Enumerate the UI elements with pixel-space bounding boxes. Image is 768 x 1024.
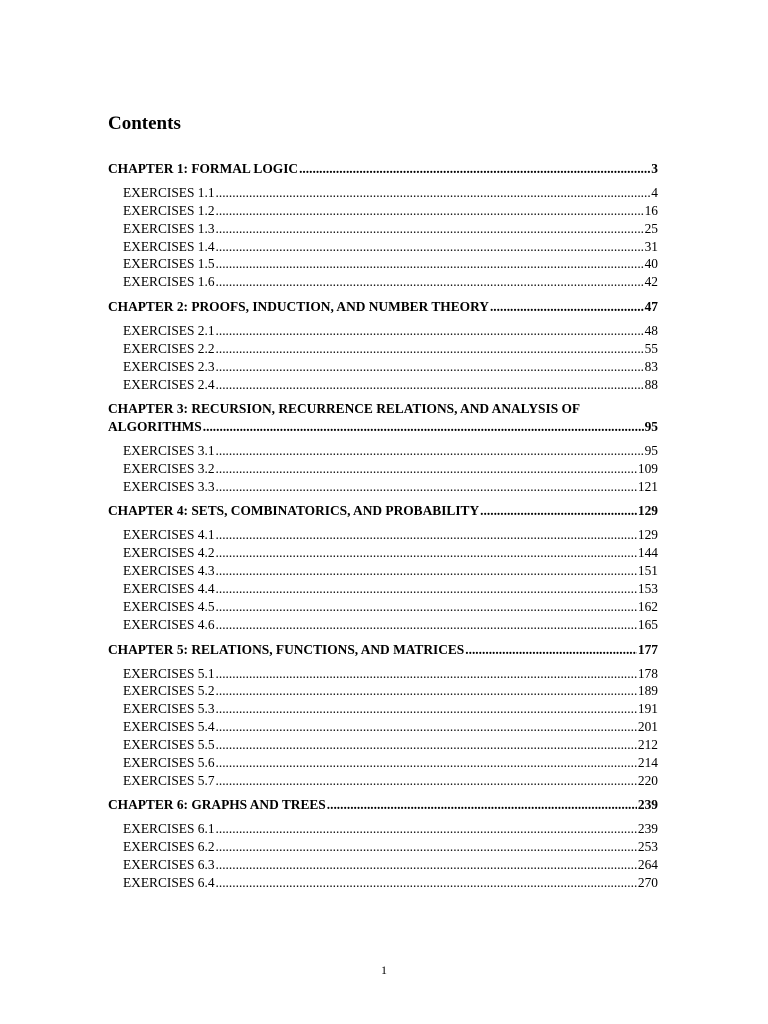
chapter-title: CHAPTER 2: PROOFS, INDUCTION, AND NUMBER THEORY bbox=[108, 299, 489, 315]
dot-leader bbox=[216, 772, 637, 790]
entry-label: EXERCISES 3.3 bbox=[123, 478, 215, 494]
dot-leader bbox=[216, 376, 644, 394]
entry-page-number: 212 bbox=[637, 736, 658, 752]
entry-label: EXERCISES 4.5 bbox=[123, 598, 215, 614]
dot-leader bbox=[216, 838, 637, 856]
toc-chapter-4[interactable] bbox=[108, 502, 658, 520]
toc-entry[interactable] bbox=[108, 772, 658, 790]
entry-label: EXERCISES 2.1 bbox=[123, 323, 215, 339]
dot-leader bbox=[216, 598, 637, 616]
dot-leader bbox=[480, 502, 637, 520]
entry-page-number: 95 bbox=[644, 442, 658, 458]
dot-leader bbox=[490, 298, 644, 316]
dot-leader bbox=[216, 562, 637, 580]
toc-entry[interactable] bbox=[108, 874, 658, 892]
entry-label: EXERCISES 5.5 bbox=[123, 736, 215, 752]
entry-page-number: 4 bbox=[651, 185, 658, 200]
entry-page-number: 201 bbox=[637, 719, 658, 735]
dot-leader bbox=[299, 160, 650, 178]
dot-leader bbox=[216, 544, 637, 562]
entry-page-number: 151 bbox=[637, 563, 658, 579]
dot-leader bbox=[216, 322, 644, 340]
entry-page-number: 16 bbox=[644, 202, 658, 218]
dot-leader bbox=[216, 856, 637, 874]
toc-entry[interactable] bbox=[108, 820, 658, 838]
entry-label: EXERCISES 6.2 bbox=[123, 839, 215, 855]
dot-leader bbox=[327, 796, 637, 814]
entry-label: EXERCISES 1.5 bbox=[123, 256, 215, 272]
toc-entry[interactable] bbox=[108, 736, 658, 754]
entry-label: EXERCISES 4.6 bbox=[123, 616, 215, 632]
toc-entry[interactable] bbox=[108, 358, 658, 376]
chapter-page-number: 177 bbox=[637, 641, 658, 657]
entry-label: EXERCISES 4.2 bbox=[123, 545, 215, 561]
toc-entry[interactable] bbox=[108, 255, 658, 273]
exercise-list-chapter-4 bbox=[108, 526, 658, 633]
chapter-page-number: 95 bbox=[644, 418, 658, 434]
entry-page-number: 40 bbox=[644, 256, 658, 272]
dot-leader bbox=[216, 682, 637, 700]
entry-label: EXERCISES 2.4 bbox=[123, 376, 215, 392]
entry-page-number: 31 bbox=[644, 238, 658, 254]
chapter-page-number: 3 bbox=[651, 161, 658, 176]
chapter-title: CHAPTER 4: SETS, COMBINATORICS, AND PROBABILITY bbox=[108, 503, 480, 519]
toc-entry[interactable] bbox=[108, 616, 658, 634]
toc-entry[interactable] bbox=[108, 598, 658, 616]
dot-leader bbox=[216, 820, 637, 838]
entry-label: EXERCISES 6.1 bbox=[123, 821, 215, 837]
entry-page-number: 48 bbox=[644, 323, 658, 339]
entry-label: EXERCISES 5.4 bbox=[123, 719, 215, 735]
entry-label: EXERCISES 1.2 bbox=[123, 202, 215, 218]
entry-label: EXERCISES 2.2 bbox=[123, 340, 215, 356]
toc-entry[interactable] bbox=[108, 544, 658, 562]
dot-leader bbox=[216, 202, 644, 220]
toc-entry[interactable] bbox=[108, 184, 658, 202]
entry-page-number: 165 bbox=[637, 616, 658, 632]
entry-page-number: 55 bbox=[644, 340, 658, 356]
dot-leader bbox=[216, 220, 644, 238]
dot-leader bbox=[465, 641, 637, 659]
entry-page-number: 178 bbox=[637, 665, 658, 681]
dot-leader bbox=[216, 184, 651, 202]
toc-entry[interactable] bbox=[108, 460, 658, 478]
entry-page-number: 191 bbox=[637, 701, 658, 717]
entry-page-number: 25 bbox=[644, 220, 658, 236]
entry-page-number: 88 bbox=[644, 376, 658, 392]
toc-entry[interactable] bbox=[108, 273, 658, 291]
entry-page-number: 162 bbox=[637, 598, 658, 614]
dot-leader bbox=[203, 418, 644, 436]
exercise-list-chapter-1 bbox=[108, 184, 658, 291]
entry-label: EXERCISES 4.3 bbox=[123, 563, 215, 579]
chapter-page-number: 47 bbox=[644, 299, 658, 315]
dot-leader bbox=[216, 460, 637, 478]
toc-entry[interactable] bbox=[108, 838, 658, 856]
entry-label: EXERCISES 3.2 bbox=[123, 460, 215, 476]
chapter-title: CHAPTER 5: RELATIONS, FUNCTIONS, AND MATRICES bbox=[108, 641, 465, 657]
chapter-title: CHAPTER 6: GRAPHS AND TREES bbox=[108, 797, 326, 813]
entry-label: EXERCISES 4.1 bbox=[123, 527, 215, 543]
toc-chapter-6[interactable] bbox=[108, 796, 658, 814]
entry-label: EXERCISES 1.6 bbox=[123, 274, 215, 290]
toc-entry[interactable] bbox=[108, 202, 658, 220]
entry-page-number: 270 bbox=[637, 874, 658, 890]
dot-leader bbox=[216, 238, 644, 256]
toc-chapter-5[interactable] bbox=[108, 641, 658, 659]
entry-label: EXERCISES 6.3 bbox=[123, 857, 215, 873]
entry-label: EXERCISES 1.3 bbox=[123, 220, 215, 236]
entry-label: EXERCISES 3.1 bbox=[123, 442, 215, 458]
dot-leader bbox=[216, 358, 644, 376]
chapter-page-number: 239 bbox=[637, 797, 658, 813]
toc-chapter-1[interactable] bbox=[108, 160, 658, 178]
toc-entry[interactable] bbox=[108, 442, 658, 460]
entry-label: EXERCISES 6.4 bbox=[123, 874, 215, 890]
entry-label: EXERCISES 5.1 bbox=[123, 665, 215, 681]
toc-entry[interactable] bbox=[108, 562, 658, 580]
toc-entry[interactable] bbox=[108, 322, 658, 340]
table-of-contents bbox=[108, 160, 658, 899]
dot-leader bbox=[216, 580, 637, 598]
toc-entry[interactable] bbox=[108, 682, 658, 700]
entry-page-number: 109 bbox=[637, 460, 658, 476]
entry-label: EXERCISES 2.3 bbox=[123, 358, 215, 374]
page-footer-number: 1 bbox=[381, 963, 387, 977]
dot-leader bbox=[216, 526, 637, 544]
entry-label: EXERCISES 1.4 bbox=[123, 238, 215, 254]
entry-label: EXERCISES 5.7 bbox=[123, 772, 215, 788]
toc-entry[interactable] bbox=[108, 754, 658, 772]
toc-entry[interactable] bbox=[108, 376, 658, 394]
chapter-title-line-1: CHAPTER 3: RECURSION, RECURRENCE RELATIONS, AND ANALYSIS OF bbox=[108, 401, 581, 417]
toc-entry[interactable] bbox=[108, 220, 658, 238]
exercise-list-chapter-5 bbox=[108, 665, 658, 790]
page-title: Contents bbox=[108, 113, 181, 134]
chapter-page-number: 129 bbox=[637, 503, 658, 519]
toc-entry[interactable] bbox=[108, 856, 658, 874]
exercise-list-chapter-3 bbox=[108, 442, 658, 496]
entry-page-number: 153 bbox=[637, 581, 658, 596]
entry-label: EXERCISES 1.1 bbox=[123, 185, 215, 200]
entry-page-number: 239 bbox=[637, 821, 658, 837]
toc-entry[interactable] bbox=[108, 718, 658, 736]
dot-leader bbox=[216, 255, 644, 273]
dot-leader bbox=[216, 874, 637, 892]
entry-page-number: 83 bbox=[644, 358, 658, 374]
entry-label: EXERCISES 5.3 bbox=[123, 701, 215, 717]
toc-chapter-2[interactable] bbox=[108, 298, 658, 316]
dot-leader bbox=[216, 754, 637, 772]
chapter-title-line-2: ALGORITHMS bbox=[108, 418, 202, 434]
chapter-title: CHAPTER 1: FORMAL LOGIC bbox=[108, 161, 299, 176]
toc-entry[interactable] bbox=[108, 665, 658, 683]
dot-leader bbox=[216, 340, 644, 358]
dot-leader bbox=[216, 273, 644, 291]
toc-chapter-3[interactable] bbox=[108, 400, 658, 435]
entry-page-number: 121 bbox=[637, 478, 658, 494]
dot-leader bbox=[216, 442, 644, 460]
entry-label: EXERCISES 5.6 bbox=[123, 754, 215, 770]
dot-leader bbox=[216, 478, 637, 496]
exercise-list-chapter-2 bbox=[108, 322, 658, 393]
entry-page-number: 253 bbox=[637, 839, 658, 855]
entry-page-number: 42 bbox=[644, 274, 658, 290]
entry-page-number: 129 bbox=[637, 527, 658, 543]
dot-leader bbox=[216, 665, 637, 683]
dot-leader bbox=[216, 700, 637, 718]
dot-leader bbox=[216, 736, 637, 754]
toc-entry[interactable] bbox=[108, 580, 658, 598]
toc-entry[interactable] bbox=[108, 478, 658, 496]
toc-entry[interactable] bbox=[108, 340, 658, 358]
entry-label: EXERCISES 5.2 bbox=[123, 683, 215, 699]
entry-page-number: 189 bbox=[637, 683, 658, 699]
toc-entry[interactable] bbox=[108, 526, 658, 544]
entry-page-number: 214 bbox=[637, 754, 658, 770]
toc-entry[interactable] bbox=[108, 238, 658, 256]
entry-page-number: 220 bbox=[637, 772, 658, 788]
toc-entry[interactable] bbox=[108, 700, 658, 718]
exercise-list-chapter-6 bbox=[108, 820, 658, 891]
entry-page-number: 144 bbox=[637, 545, 658, 561]
dot-leader bbox=[216, 718, 637, 736]
entry-label: EXERCISES 4.4 bbox=[123, 581, 215, 596]
entry-page-number: 264 bbox=[637, 857, 658, 873]
dot-leader bbox=[216, 616, 637, 634]
